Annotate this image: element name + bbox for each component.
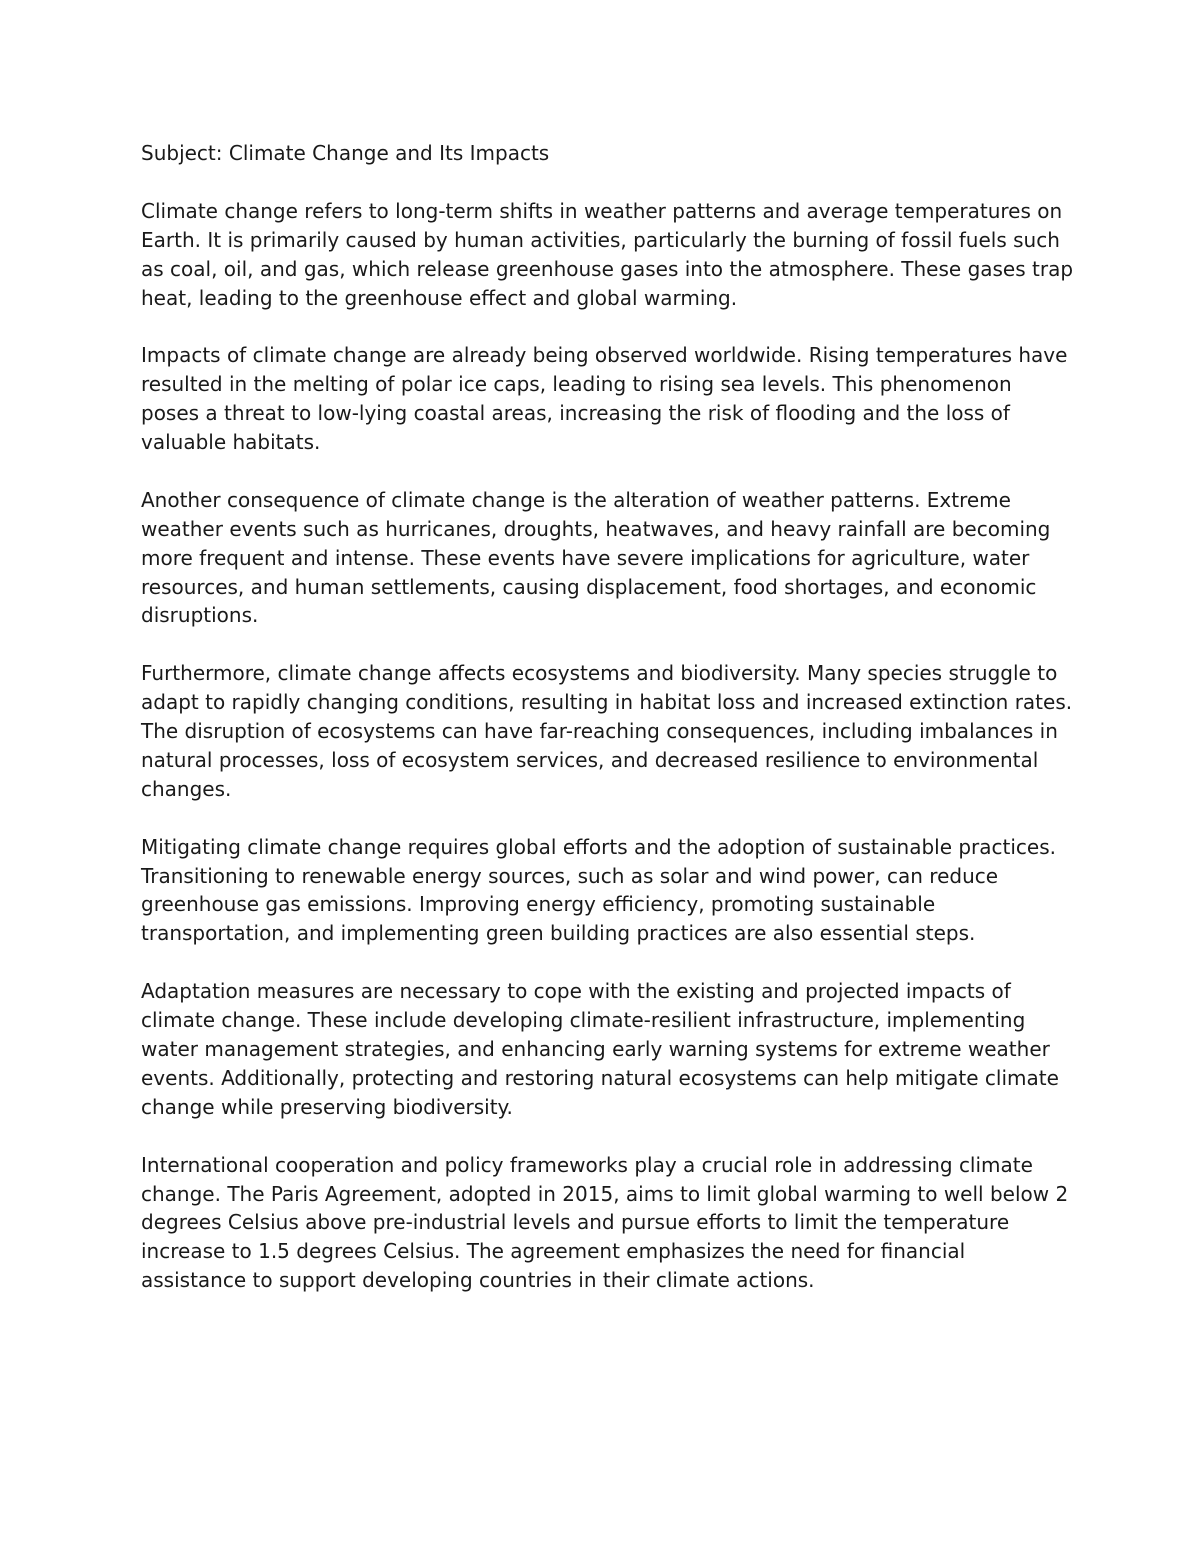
- paragraph-impacts: Impacts of climate change are already being observed worldwide. Rising temperatures have resulted in the melting of polar ice caps, leading to rising sea levels. This phenomenon poses a threat to low-lying coastal areas, increasing the risk of flooding and the loss of valuable habitats.: [141, 343, 1068, 455]
- document-body: [141, 139, 1076, 1324]
- paragraph-mitigation: Mitigating climate change requires global efforts and the adoption of sustainable practices. Transitioning to renewable energy sources, such as solar and wind power, can reduce greenhouse gas emissions. Improving energy efficiency, promoting sustainable transportation, and implementing green building practices are also essential steps.: [141, 834, 1057, 946]
- paragraph-ecosystems: Furthermore, climate change affects ecosystems and biodiversity. Many species struggle to adapt to rapidly changing conditions, resulting in habitat loss and increased extinction rates. The disruption of ecosystems can have far-reaching consequences, including imbalances in natural processes, loss of ecosystem services, and decreased resilience to environmental changes.: [141, 661, 1073, 801]
- document-subject: Subject: Climate Change and Its Impacts: [141, 141, 550, 165]
- paragraph-weather-patterns: Another consequence of climate change is the alteration of weather patterns. Extreme weather events such as hurricanes, droughts, heatwaves, and heavy rainfall are becoming more frequent and intense. These events have severe implications for agriculture, water resources, and human settlements, causing displacement, food shortages, and economic disruptions.: [141, 487, 1051, 628]
- paragraph-adaptation: Adaptation measures are necessary to cope with the existing and projected impacts of climate change. These include developing climate-resilient infrastructure, implementing water management strategies, and enhancing early warning systems for extreme weather events. Additionally, protecting and restoring natural ecosystems can help mitigate climate change while preserving biodiversity.: [141, 979, 1059, 1119]
- paragraph-definition: Climate change refers to long-term shifts in weather patterns and average temperatures on Earth. It is primarily caused by human activities, particularly the burning of fossil fuels such as coal, oil, and gas, which release greenhouse gases into the atmosphere. These gases trap heat, leading to the greenhouse effect and global warming.: [141, 198, 1074, 310]
- paragraph-international-cooperation: International cooperation and policy frameworks play a crucial role in addressing climate change. The Paris Agreement, adopted in 2015, aims to limit global warming to well below 2 degrees Celsius above pre-industrial levels and pursue efforts to limit the temperature increase to 1.5 degrees Celsius. The agreement emphasizes the need for financial assistance to support developing countries in their climate actions.: [141, 1152, 1069, 1293]
